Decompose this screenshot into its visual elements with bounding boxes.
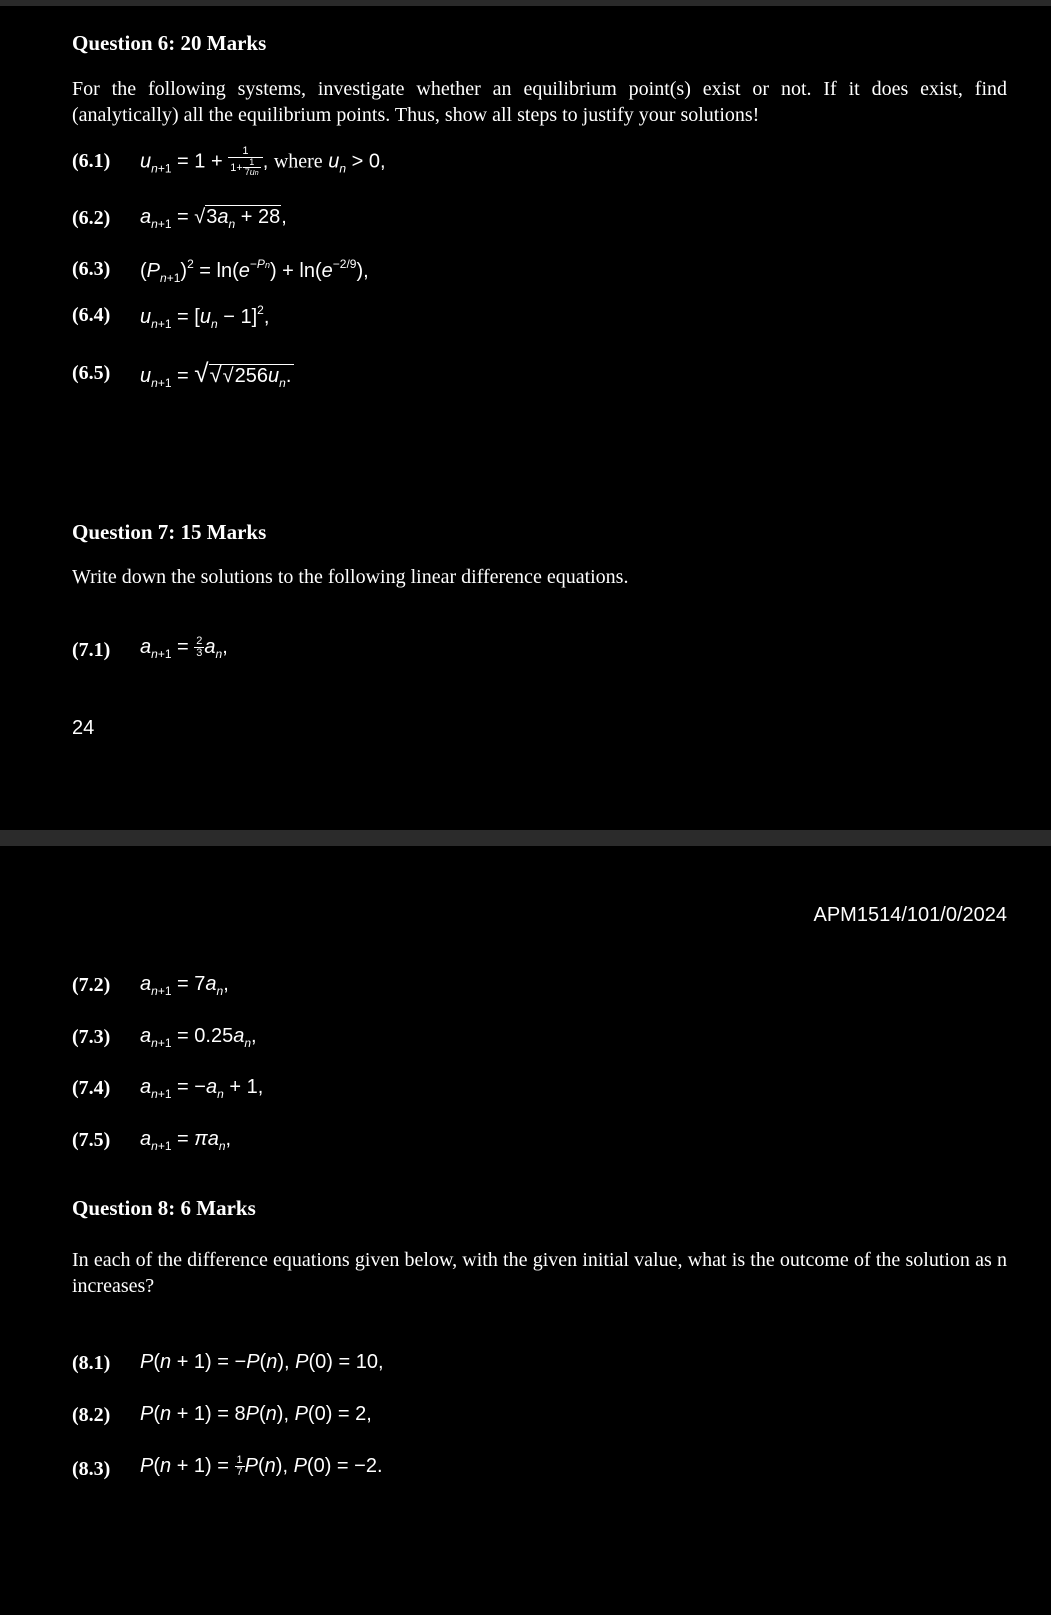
item-6-3-equation: $(P_{n+1})^2 = \ln(e^{-Pn}) + \ln(e^{-2/9})$, bbox=[140, 257, 369, 285]
question-8-title: Question 8: 6 Marks bbox=[72, 1196, 256, 1220]
item-7-1-equation: $a_{n+1}$ = $\frac{2}{3}$ $a_n$, bbox=[140, 635, 228, 661]
item-8-1-equation: P(n + 1) = −P(n), P(0) = 10, bbox=[140, 1351, 384, 1373]
item-6-4-label: (6.4) bbox=[72, 304, 111, 326]
question-8-intro: In each of the difference equations given below, with the given initial value, what is the outcome of the solution as n increases? bbox=[72, 1249, 1007, 1297]
item-7-2-equation: $a_{n+1} = 7a_n$, bbox=[140, 973, 229, 998]
item-7-3-label: (7.3) bbox=[72, 1026, 111, 1048]
item-7-4-label: (7.4) bbox=[72, 1077, 111, 1099]
item-6-1-equation: $u_{n+1} = 1$ + 1 1+ $\frac{1}{7un}$ , where $u_n > 0$, bbox=[140, 145, 386, 177]
item-6-3-label: (6.3) bbox=[72, 258, 111, 280]
item-6-1-label: (6.1) bbox=[72, 150, 111, 172]
item-7-2-label: (7.2) bbox=[72, 974, 111, 996]
item-7-5-equation: $a_{n+1} = \pi a_n$, bbox=[140, 1128, 232, 1153]
document-code: APM1514/101/0/2024 bbox=[813, 904, 1007, 926]
item-8-2-label: (8.2) bbox=[72, 1404, 111, 1426]
item-7-1-label: (7.1) bbox=[72, 639, 111, 661]
top-border bbox=[0, 0, 1051, 6]
item-8-3-label: (8.3) bbox=[72, 1458, 111, 1480]
item-8-1-label: (8.1) bbox=[72, 1352, 111, 1374]
question-6-title: Question 6: 20 Marks bbox=[72, 31, 267, 55]
item-6-5-label: (6.5) bbox=[72, 362, 111, 384]
item-7-3-equation: $a_{n+1} = 0.25a_n$, bbox=[140, 1025, 257, 1050]
item-6-2-label: (6.2) bbox=[72, 207, 111, 229]
item-6-4-equation: $u_{n+1} = [u_n - 1]^2$, bbox=[140, 303, 270, 331]
item-8-2-equation: P(n + 1) = 8P(n), P(0) = 2, bbox=[140, 1403, 372, 1425]
question-7-intro: Write down the solutions to the following linear difference equations. bbox=[72, 566, 629, 588]
item-7-5-label: (7.5) bbox=[72, 1129, 111, 1151]
item-6-5-equation: $u_{n+1} = √√√256u_n$. bbox=[140, 358, 294, 390]
question-7-title: Question 7: 15 Marks bbox=[72, 520, 267, 544]
question-6-intro: For the following systems, investigate whether an equilibrium point(s) exist or not. If it does exist, find (analytically) all the equilibrium points. Thus, show all steps to justify your solutions! bbox=[72, 78, 1007, 126]
page-separator bbox=[0, 830, 1051, 846]
item-7-4-equation: $a_{n+1} = -a_n + 1$, bbox=[140, 1076, 264, 1101]
item-6-2-equation: $a_{n+1} = √3a_n + 28$, bbox=[140, 206, 287, 231]
page-number: 24 bbox=[72, 717, 95, 739]
item-8-3-equation: P(n + 1) = $\frac{1}{7}$ P(n), P(0) = −2. bbox=[140, 1454, 383, 1479]
